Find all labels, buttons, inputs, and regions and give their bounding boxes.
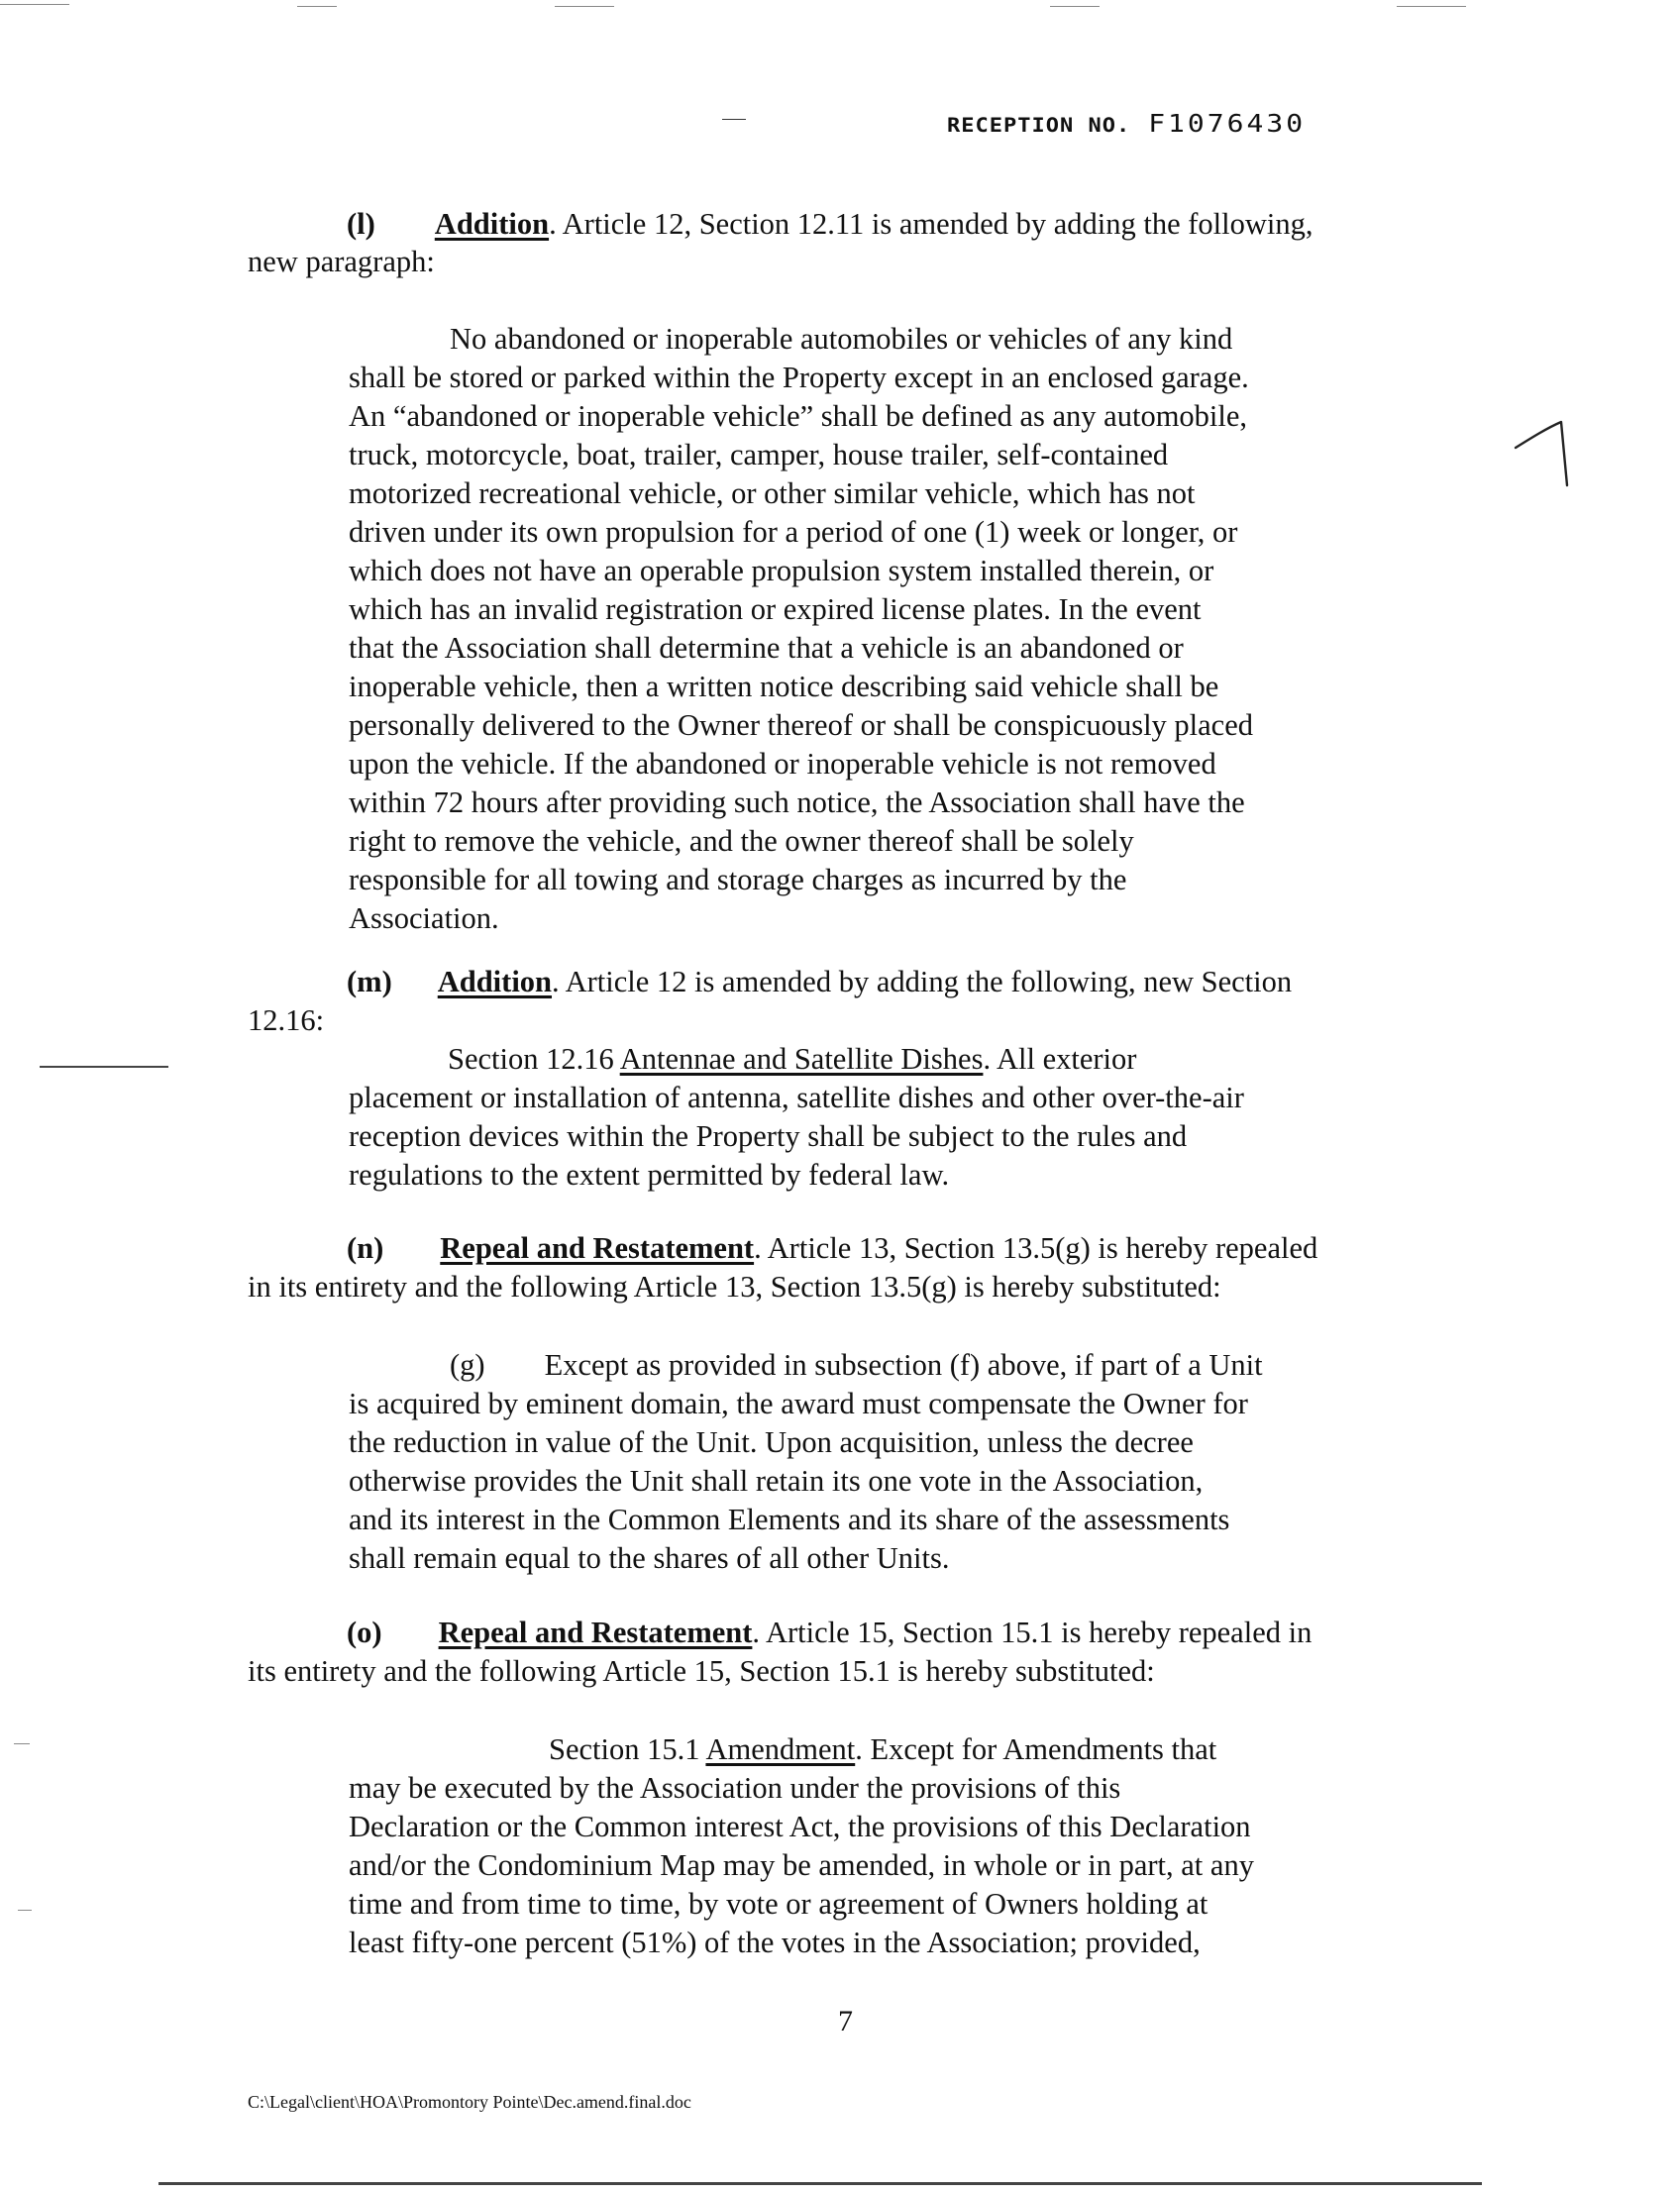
section-m-intro: . Article 12 is amended by adding the following, new Section bbox=[552, 965, 1293, 998]
section-l-intro: . Article 12, Section 12.11 is amended by adding the following, bbox=[549, 207, 1313, 241]
section-m-sub-title: Antennae and Satellite Dishes bbox=[619, 1042, 984, 1076]
paragraph-line: reception devices within the Property shall be subject to the rules and bbox=[349, 1119, 1188, 1153]
section-n-sub-label: (g) bbox=[450, 1348, 485, 1382]
paragraph-line: and its interest in the Common Elements and its share of the assessments bbox=[349, 1503, 1230, 1536]
section-n-intro: . Article 13, Section 13.5(g) is hereby repealed bbox=[754, 1231, 1318, 1265]
bottom-edge-rule bbox=[158, 2182, 1482, 2185]
scan-artifact bbox=[40, 1066, 168, 1068]
section-o-heading-line bbox=[347, 1615, 1312, 1650]
section-n-heading: Repeal and Restatement bbox=[440, 1231, 755, 1265]
section-m-heading: Addition bbox=[437, 965, 553, 998]
paragraph-line: truck, motorcycle, boat, trailer, camper, house trailer, self-contained bbox=[349, 438, 1169, 471]
paragraph-line: upon the vehicle. If the abandoned or inoperable vehicle is not removed bbox=[349, 747, 1216, 781]
paragraph-line: right to remove the vehicle, and the owner thereof shall be solely bbox=[349, 824, 1134, 858]
paragraph-line: and/or the Condominium Map may be amended, in whole or in part, at any bbox=[349, 1848, 1254, 1882]
section-m-heading-line bbox=[347, 964, 1292, 999]
footer-file-path: C:\Legal\client\HOA\Promontory Pointe\Dec.amend.final.doc bbox=[248, 2092, 691, 2112]
paragraph-line: that the Association shall determine that a vehicle is an abandoned or bbox=[349, 631, 1184, 665]
paragraph-line: may be executed by the Association under the provisions of this bbox=[349, 1771, 1121, 1805]
paragraph-line: Association. bbox=[349, 901, 499, 935]
section-o-subsection-line bbox=[549, 1731, 1216, 1767]
paragraph-line: shall be stored or parked within the Property except in an enclosed garage. bbox=[349, 361, 1249, 394]
page-number: 7 bbox=[838, 2005, 853, 2037]
paragraph-line: the reduction in value of the Unit. Upon acquisition, unless the decree bbox=[349, 1425, 1194, 1459]
paragraph-line: otherwise provides the Unit shall retain its one vote in the Association, bbox=[349, 1464, 1204, 1498]
section-m-label: (m) bbox=[347, 965, 392, 998]
paragraph-line: time and from time to time, by vote or agreement of Owners holding at bbox=[349, 1887, 1208, 1921]
reception-number-stamp bbox=[947, 109, 1306, 139]
section-m-sub-rest: . All exterior bbox=[983, 1042, 1137, 1076]
paragraph-line: driven under its own propulsion for a period of one (1) week or longer, or bbox=[349, 515, 1238, 549]
paragraph-line: is acquired by eminent domain, the award must compensate the Owner for bbox=[349, 1387, 1248, 1420]
section-n-heading-line bbox=[347, 1230, 1317, 1266]
section-o-label: (o) bbox=[347, 1616, 382, 1649]
section-l-heading: Addition bbox=[434, 207, 550, 241]
section-m-intro-line2: 12.16: bbox=[248, 1003, 325, 1037]
section-m-subsection-line bbox=[448, 1041, 1136, 1077]
paragraph-line: regulations to the extent permitted by federal law. bbox=[349, 1158, 950, 1192]
handwritten-mark-icon bbox=[1512, 420, 1581, 487]
section-o-intro-line2: its entirety and the following Article 15, Section 15.1 is hereby substituted: bbox=[248, 1654, 1155, 1688]
section-n-intro-line2: in its entirety and the following Article 13, Section 13.5(g) is hereby substituted: bbox=[248, 1270, 1221, 1304]
paragraph-line: least fifty-one percent (51%) of the votes in the Association; provided, bbox=[349, 1926, 1201, 1959]
scan-artifact bbox=[555, 6, 614, 7]
section-l-label: (l) bbox=[347, 207, 375, 241]
paragraph-line: motorized recreational vehicle, or other similar vehicle, which has not bbox=[349, 476, 1196, 510]
scan-artifact bbox=[0, 4, 69, 5]
scan-artifact bbox=[18, 1910, 32, 1911]
paragraph-line: inoperable vehicle, then a written notice describing said vehicle shall be bbox=[349, 670, 1219, 703]
section-o-heading: Repeal and Restatement bbox=[438, 1616, 753, 1649]
paragraph-line: responsible for all towing and storage charges as incurred by the bbox=[349, 863, 1127, 896]
reception-label: RECEPTION NO. bbox=[947, 114, 1131, 138]
header-dash bbox=[722, 119, 746, 120]
paragraph-line: Declaration or the Common interest Act, the provisions of this Declaration bbox=[349, 1810, 1251, 1843]
scan-artifact bbox=[14, 1743, 30, 1744]
reception-number: F1076430 bbox=[1148, 108, 1307, 139]
section-n-subsection-line bbox=[450, 1347, 1263, 1383]
section-m-sub-prefix: Section 12.16 bbox=[448, 1042, 620, 1076]
scan-artifact bbox=[1050, 6, 1100, 7]
paragraph-line: which has an invalid registration or expired license plates. In the event bbox=[349, 592, 1202, 626]
section-l-heading-line bbox=[347, 206, 1312, 242]
paragraph-line: within 72 hours after providing such notice, the Association shall have the bbox=[349, 785, 1245, 819]
paragraph-line: shall remain equal to the shares of all other Units. bbox=[349, 1541, 950, 1575]
paragraph-line: placement or installation of antenna, satellite dishes and other over-the-air bbox=[349, 1081, 1244, 1114]
section-o-sub-rest: . Except for Amendments that bbox=[855, 1732, 1217, 1766]
section-o-sub-prefix: Section 15.1 bbox=[549, 1732, 706, 1766]
paragraph-line: No abandoned or inoperable automobiles or vehicles of any kind bbox=[450, 322, 1233, 356]
paragraph-line: personally delivered to the Owner thereof or shall be conspicuously placed bbox=[349, 708, 1254, 742]
scan-artifact bbox=[297, 6, 337, 7]
scan-artifact bbox=[1397, 6, 1466, 7]
section-n-sub-line1: Except as provided in subsection (f) above, if part of a Unit bbox=[544, 1348, 1263, 1382]
section-o-sub-title: Amendment bbox=[705, 1732, 856, 1766]
paragraph-line: An “abandoned or inoperable vehicle” shall be defined as any automobile, bbox=[349, 399, 1248, 433]
section-n-label: (n) bbox=[347, 1231, 384, 1265]
paragraph-line: which does not have an operable propulsion system installed therein, or bbox=[349, 554, 1214, 587]
section-o-intro: . Article 15, Section 15.1 is hereby repealed in bbox=[752, 1616, 1312, 1649]
section-l-intro-line2: new paragraph: bbox=[248, 245, 435, 278]
